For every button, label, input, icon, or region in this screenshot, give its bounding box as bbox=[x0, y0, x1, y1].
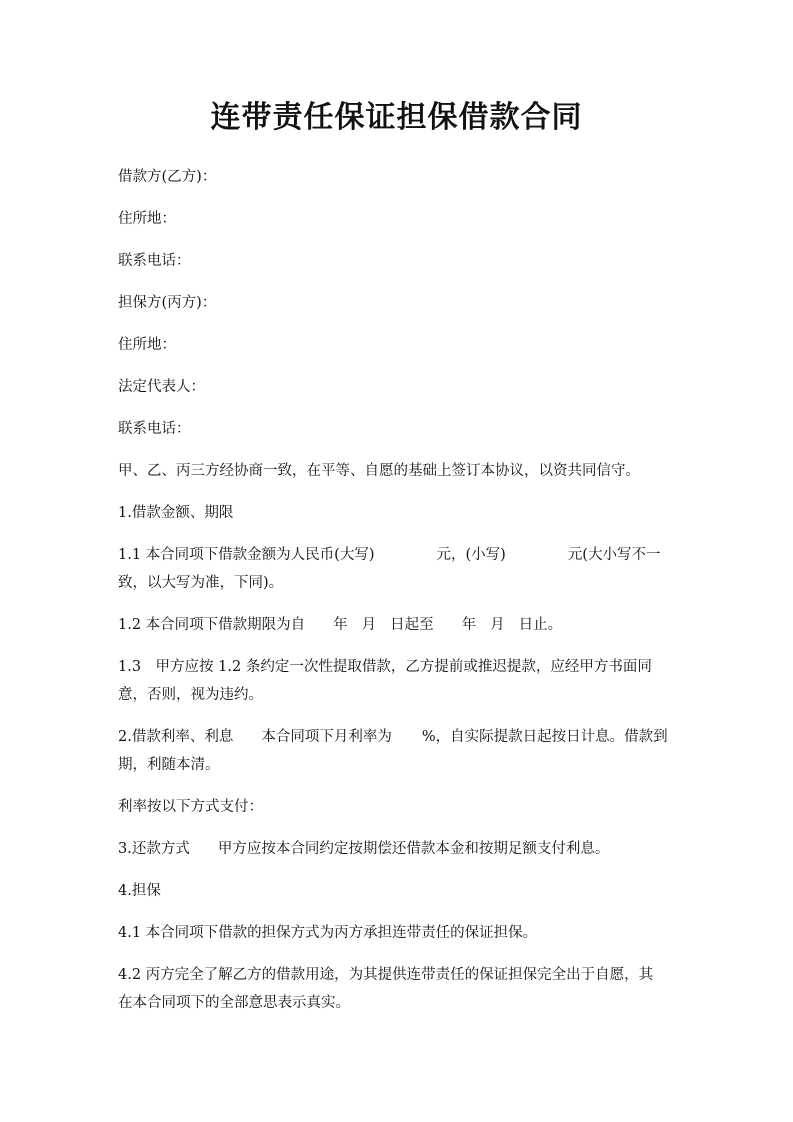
clause-1-2-month-2: 月 bbox=[490, 617, 505, 633]
clause-1-2-day-to: 日止。 bbox=[518, 617, 563, 633]
section-3-text: 甲方应按本合同约定按期偿还借款本金和按期足额支付利息。 bbox=[217, 841, 610, 857]
clause-1-2-month-1: 月 bbox=[361, 617, 377, 633]
intro-paragraph: 甲、乙、丙三方经协商一致，在平等、自愿的基础上签订本协议，以资共同信守。 bbox=[118, 463, 640, 479]
interest-payment-line: 利率按以下方式支付： bbox=[118, 799, 263, 815]
clause-1-1-line1 bbox=[118, 540, 678, 570]
guarantor-field: 担保方(丙方)： bbox=[118, 295, 217, 311]
clause-4-2-line1: 4.2 丙方完全了解乙方的借款用途，为其提供连带责任的保证担保完全出于自愿，其 bbox=[118, 967, 654, 983]
section-2-rate-rest: %，自实际提款日起按日计息。借款到 bbox=[421, 729, 668, 745]
clause-1-2-year-1: 年 bbox=[333, 617, 348, 633]
borrower-field: 借款方(乙方)： bbox=[118, 169, 217, 185]
clause-1-1-part-a: 1.1 本合同项下借款金额为人民币(大写) bbox=[118, 547, 375, 563]
clause-1-2-day-from: 日起至 bbox=[390, 617, 434, 633]
section-2-line2: 期，利随本清。 bbox=[118, 757, 220, 773]
clause-1-2-part-a: 1.2 本合同项下借款期限为自 bbox=[118, 617, 306, 633]
clause-1-1-line2: 致，以大写为准，下同)。 bbox=[118, 575, 284, 591]
section-2-line1 bbox=[118, 722, 678, 752]
guarantor-address-field: 住所地： bbox=[118, 337, 176, 353]
clause-4-1: 4.1 本合同项下借款的担保方式为丙方承担连带责任的保证担保。 bbox=[118, 925, 538, 941]
document-title: 连带责任保证担保借款合同 bbox=[210, 100, 583, 135]
clause-1-1-part-b: 元，(小写) bbox=[436, 547, 506, 563]
section-2-rate-text: 本合同项下月利率为 bbox=[261, 729, 392, 745]
borrower-phone-field: 联系电话： bbox=[118, 253, 191, 269]
clause-1-1-part-c: 元(大小写不一 bbox=[567, 547, 661, 563]
clause-1-2-year-2: 年 bbox=[461, 617, 477, 633]
section-2-heading: 2.借款利率、利息 bbox=[118, 729, 234, 745]
legal-representative-field: 法定代表人： bbox=[118, 379, 205, 395]
clause-4-2-line2: 在本合同项下的全部意思表示真实。 bbox=[118, 995, 350, 1011]
section-4-heading: 4.担保 bbox=[118, 883, 161, 899]
clause-1-3-line1: 1.3 甲方应按 1.2 条约定一次性提取借款，乙方提前或推迟提款，应经甲方书面同 bbox=[118, 659, 652, 675]
section-3 bbox=[118, 834, 678, 864]
section-1-heading: 1.借款金额、期限 bbox=[118, 505, 234, 521]
guarantor-phone-field: 联系电话： bbox=[118, 421, 191, 437]
borrower-address-field: 住所地： bbox=[118, 211, 176, 227]
clause-1-3-line2: 意，否则，视为违约。 bbox=[118, 687, 263, 703]
section-3-heading: 3.还款方式 bbox=[118, 841, 190, 857]
clause-1-2 bbox=[118, 610, 678, 640]
